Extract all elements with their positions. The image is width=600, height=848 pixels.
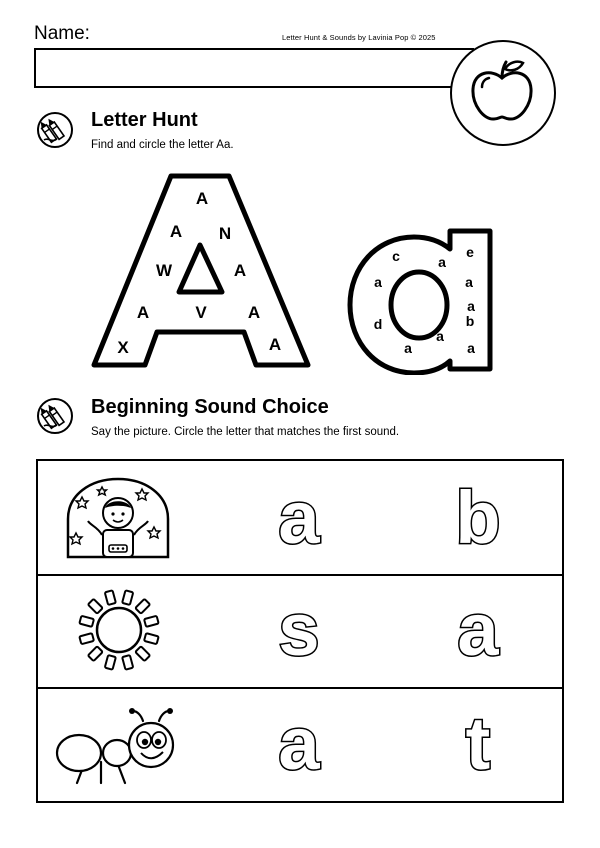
choice-letter-a[interactable]: a <box>278 702 320 785</box>
beginning-sound-title: Beginning Sound Choice <box>91 396 329 418</box>
choice-letter-t[interactable]: t <box>465 702 491 785</box>
hunt-letter-lowercase[interactable]: a <box>404 340 412 356</box>
hunt-letter-lowercase[interactable]: a <box>374 274 382 290</box>
hunt-letter-uppercase[interactable]: V <box>195 303 207 322</box>
choice-letter-s[interactable]: s <box>278 588 320 671</box>
letter-hunt-title: Letter Hunt <box>91 109 198 131</box>
crayons-icon <box>36 111 74 149</box>
choice-letters-layer <box>0 459 600 803</box>
apple-badge <box>450 40 556 146</box>
hunt-letter-lowercase[interactable]: a <box>467 298 475 314</box>
hunt-letter-uppercase[interactable]: X <box>117 338 129 357</box>
hunt-letter-uppercase[interactable]: A <box>268 335 282 354</box>
beginning-sound-instruction: Say the picture. Circle the letter that matches the first sound. <box>91 426 400 438</box>
name-label: Name: <box>34 23 90 44</box>
hunt-letter-uppercase[interactable]: A <box>247 303 261 322</box>
name-field[interactable] <box>34 48 474 88</box>
hunt-letter-lowercase[interactable]: b <box>465 313 475 329</box>
hunt-letter-lowercase[interactable]: c <box>392 248 400 264</box>
choice-letter-a[interactable]: a <box>457 588 499 671</box>
choice-letter-a[interactable]: a <box>278 476 320 559</box>
hunt-letter-lowercase[interactable]: a <box>465 274 473 290</box>
uppercase-a-shape <box>88 170 314 372</box>
crayons-icon <box>36 397 74 435</box>
hunt-letter-lowercase[interactable]: a <box>436 328 444 344</box>
hunt-letter-lowercase[interactable]: e <box>466 244 474 260</box>
hunt-letter-lowercase[interactable]: a <box>467 340 475 356</box>
choice-letter-b[interactable]: b <box>455 476 501 559</box>
hunt-letter-uppercase[interactable]: A <box>195 189 209 208</box>
lowercase-a-shape <box>344 225 497 375</box>
hunt-letter-uppercase[interactable]: N <box>218 224 232 243</box>
credit-text: Letter Hunt & Sounds by Lavinia Pop © 2025 <box>282 33 436 42</box>
hunt-letter-lowercase[interactable]: a <box>438 254 446 270</box>
hunt-letter-uppercase[interactable]: A <box>169 222 183 241</box>
letter-hunt-instruction: Find and circle the letter Aa. <box>91 139 234 151</box>
hunt-letter-uppercase[interactable]: A <box>233 261 247 280</box>
hunt-letter-lowercase[interactable]: d <box>373 316 383 332</box>
hunt-letter-uppercase[interactable]: A <box>136 303 150 322</box>
hunt-letter-uppercase[interactable]: W <box>155 261 173 280</box>
apple-icon <box>452 42 553 143</box>
